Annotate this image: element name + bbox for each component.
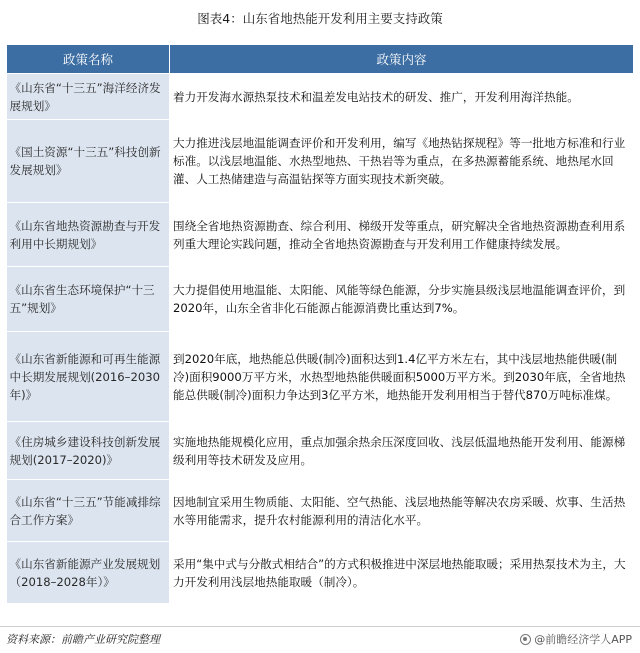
footer <box>0 626 640 647</box>
table-row <box>7 422 634 480</box>
policy-name-cell: 《山东省生态环境保护“十三五”规划》 <box>7 267 170 332</box>
policy-content-cell: 大力推进浅层地温能调查评价和开发利用，编写《地热钻探规程》等一批地方标准和行业标准。以浅层地温能、水热型地热、干热岩等为重点，在多热源蓄能系统、地热尾水回灌、人工热储建造与高温钻探等方面实现技术新突破。 <box>170 120 634 203</box>
brand-label: @前瞻经济学人APP <box>534 633 632 646</box>
table-row <box>7 203 634 267</box>
brand-watermark <box>520 631 632 647</box>
policy-content-cell: 因地制宜采用生物质能、太阳能、空气热能、浅层地热能等解决农房采暖、炊事、生活热水等用能需求，提升农村能源利用的清洁化水平。 <box>170 480 634 542</box>
figure-title: 图表4：山东省地热能开发利用主要支持政策 <box>197 11 443 26</box>
header-policy-name: 政策名称 <box>7 45 170 74</box>
brand-logo-icon <box>520 634 531 645</box>
table-row <box>7 542 634 604</box>
table-row <box>7 480 634 542</box>
policy-table <box>6 44 634 604</box>
table-header-row <box>7 45 634 74</box>
policy-content-cell: 实施地热能规模化应用，重点加强余热余压深度回收、浅层低温地热能开发利用、能源梯级利用等技术研发及应用。 <box>170 422 634 480</box>
policy-content-cell: 采用“集中式与分散式相结合”的方式积极推进中深层地热能取暖；采用热泵技术为主，大力开发利用浅层地热能取暖（制冷）。 <box>170 542 634 604</box>
header-policy-content: 政策内容 <box>170 45 634 74</box>
policy-name-cell: 《国土资源“十三五”科技创新发展规划》 <box>7 120 170 203</box>
policy-name-cell: 《山东省“十三五”海洋经济发展规划》 <box>7 74 170 120</box>
policy-content-cell: 到2020年底，地热能总供暖(制冷)面积达到1.4亿平方米左右，其中浅层地热能供暖(制冷)面积9000万平方米，水热型地热能供暖面积5000万平方米。到2030年底，全省地热能总供暖(制冷)面积力争达到3亿平方米，地热能开发利用相当于替代870万吨标准煤。 <box>170 332 634 422</box>
table-row <box>7 267 634 332</box>
policy-name-cell: 《山东省新能源产业发展规划（2018–2028年）》 <box>7 542 170 604</box>
policy-name-cell: 《山东省地热资源勘查与开发利用中长期规划》 <box>7 203 170 267</box>
policy-content-cell: 围绕全省地热资源勘查、综合利用、梯级开发等重点，研究解决全省地热资源勘查利用系列重大理论实践问题，推动全省地热资源勘查与开发利用工作健康持续发展。 <box>170 203 634 267</box>
table-row <box>7 74 634 120</box>
table-row <box>7 120 634 203</box>
policy-content-cell: 大力提倡使用地温能、太阳能、风能等绿色能源，分步实施县级浅层地温能调查评价，到2020年，山东全省非化石能源占能源消费比重达到7%。 <box>170 267 634 332</box>
table-row <box>7 332 634 422</box>
policy-name-cell: 《住房城乡建设科技创新发展规划(2017–2020)》 <box>7 422 170 480</box>
policy-name-cell: 《山东省新能源和可再生能源中长期发展规划(2016–2030年)》 <box>7 332 170 422</box>
policy-name-cell: 《山东省“十三五”节能减排综合工作方案》 <box>7 480 170 542</box>
policy-content-cell: 着力开发海水源热泵技术和温差发电站技术的研发、推广，开发利用海洋热能。 <box>170 74 634 120</box>
source-note: 资料来源：前瞻产业研究院整理 <box>6 633 160 646</box>
